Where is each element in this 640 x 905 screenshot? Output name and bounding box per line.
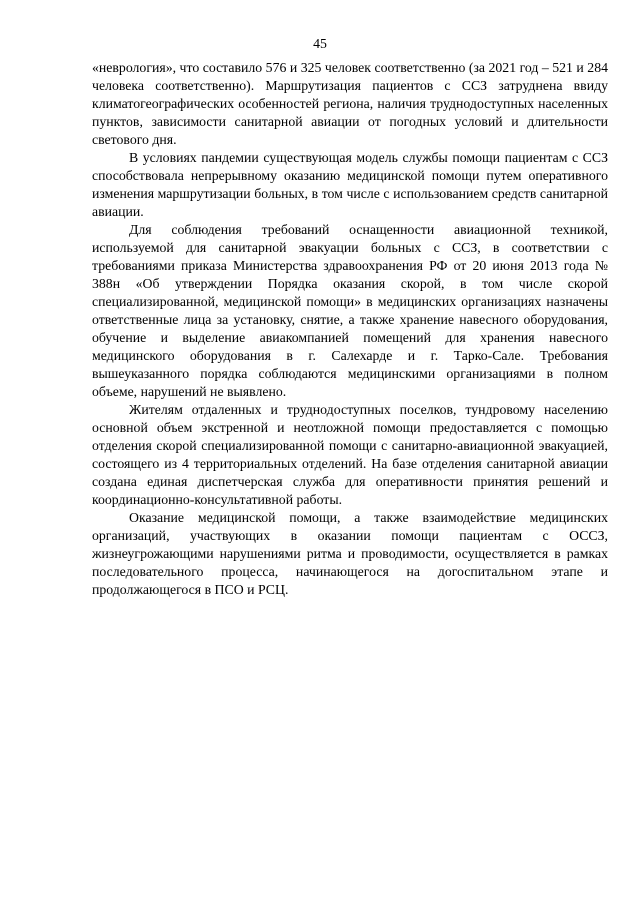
page-number: 45 [313,36,327,51]
paragraph-continuation: «неврология», что составило 576 и 325 человек соответственно (за 2021 год – 521 и 284 человека соответственно). Маршрутизация пациентов с ССЗ затруднена ввиду климатогеографических особенностей региона, наличия труднодоступных населенных пунктов, зависимости санитарной авиации от погодных условий и длительности светового дня. [92,60,608,147]
paragraph-aviation-requirements: Для соблюдения требований оснащенности авиационной техникой, используемой для санитарной эвакуации больных с ССЗ, в соответствии с требованиями приказа Министерства здравоохранения РФ от 20 июня 2013 года № 388н «Об утверждении Порядка оказания скорой, в том числе скорой специализированной, медицинской помощи» в медицинских организациях назначены ответственные лица за установку, снятие, а также хранение навесного оборудования, обучение и выделение авиакомпанией помещений для хранения навесного медицинского оборудования в г. Салехарде и г. Тарко-Сале. Требования вышеуказанного порядка соблюдаются медицинскими организациями в полном объеме, нарушений не выявлено. [92,222,608,399]
paragraph-care-interaction: Оказание медицинской помощи, а также взаимодействие медицинских организаций, участвующих в оказании помощи пациентам с ОССЗ, жизнеугрожающими нарушениями ритма и проводимости, осуществляется в рамках последовательного процесса, начинающегося на догоспитальном этапе и продолжающегося в ПСО и РСЦ. [92,510,608,597]
paragraph-pandemic-model: В условиях пандемии существующая модель службы помощи пациентам с ССЗ способствовала непрерывному оказанию медицинской помощи путем оперативного изменения маршрутизации больных, в том числе с использованием средств санитарной авиации. [92,150,608,219]
document-body [92,59,608,599]
paragraph-remote-residents: Жителям отдаленных и труднодоступных поселков, тундровому населению основной объем экстренной и неотложной помощи предоставляется с помощью отделения скорой специализированной помощи с санитарно-авиационной эвакуацией, состоящего из 4 территориальных отделений. На базе отделения санитарной авиации создана единая диспетчерская служба для оперативности принятия решений и координационно-консультативной работы. [92,402,608,507]
